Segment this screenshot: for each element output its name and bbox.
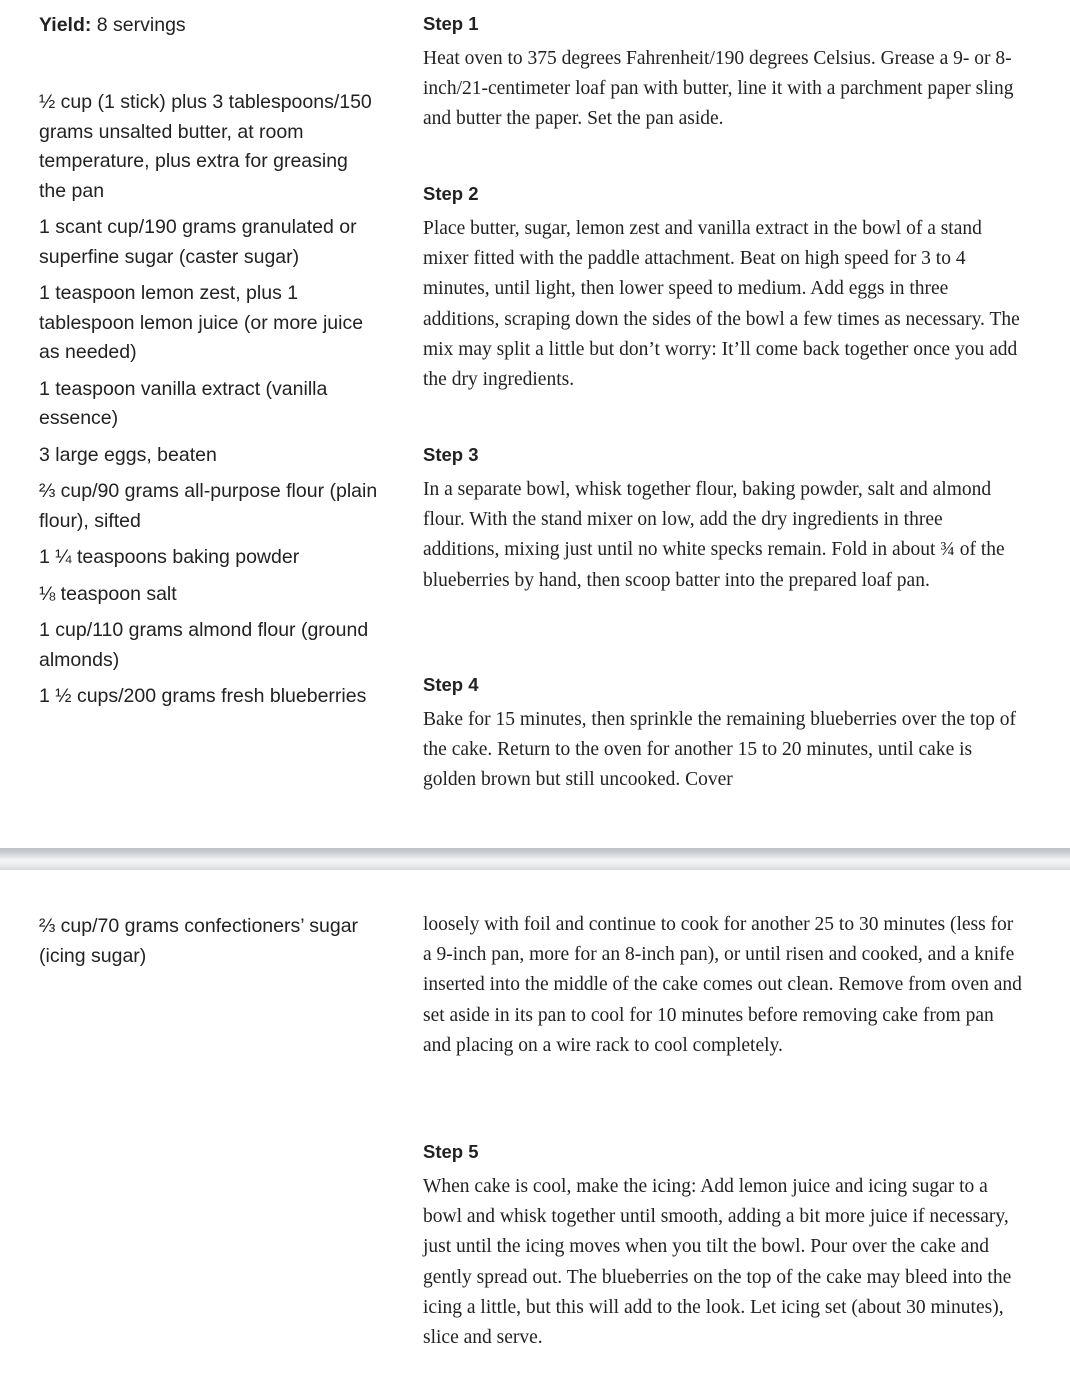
ingredient-item: ⅔ cup/70 grams confectioners’ sugar (icing sugar): [39, 915, 359, 967]
step-1: [423, 12, 1023, 135]
recipe-page-2: [0, 870, 1070, 1396]
step-text: When cake is cool, make the icing: Add lemon juice and icing sugar to a bowl and whisk together until smooth, adding a bit more juice if necessary, just until the icing moves when you tilt the bowl. Pour over the cake and gently spread out. The blueberries on the top of the cake may bleed into the icing a little, but this will add to the look. Let icing set (about 30 minutes), slice and serve.: [423, 1176, 1012, 1349]
step-4: [423, 673, 1023, 796]
step-title: Step 2: [423, 183, 479, 204]
page-divider: [0, 848, 1070, 870]
ingredient-item: 1 ¼ teaspoons baking powder: [39, 546, 300, 568]
ingredient-list: [39, 912, 379, 978]
step-text: Bake for 15 minutes, then sprinkle the remaining blueberries over the top of the cake. Return to the oven for another 15 to 20 minutes, until cake is golden brown but still uncooked. Cover: [423, 709, 1016, 791]
step-title: Step 4: [423, 674, 479, 695]
ingredient-item: 1 teaspoon lemon zest, plus 1 tablespoon lemon juice (or more juice as needed): [39, 282, 364, 363]
ingredient-item: ½ cup (1 stick) plus 3 tablespoons/150 grams unsalted butter, at room temperature, plus extra for greasing the pan: [39, 91, 372, 202]
step-5: [423, 1140, 1023, 1353]
step-text: In a separate bowl, whisk together flour, baking powder, salt and almond flour. With the stand mixer on low, add the dry ingredients in three additions, mixing just until no white specks remain. Fold in about ¾ of the blueberries by hand, then scoop batter into the prepared loaf pan.: [423, 479, 1005, 591]
yield: [39, 11, 186, 41]
ingredient-item: 1 ½ cups/200 grams fresh blueberries: [39, 685, 367, 707]
step-3: [423, 443, 1023, 596]
yield-value: 8 servings: [96, 14, 186, 36]
step-4-continued: [423, 910, 1023, 1061]
step-title: Step 3: [423, 444, 479, 465]
ingredient-list: [39, 88, 379, 719]
ingredient-item: 1 teaspoon vanilla extract (vanilla essence): [39, 377, 328, 429]
step-text: Heat oven to 375 degrees Fahrenheit/190 degrees Celsius. Grease a 9- or 8-inch/21-centimeter loaf pan with butter, line it with a parchment paper sling and butter the paper. Set the pan aside.: [423, 48, 1014, 130]
step-title: Step 5: [423, 1141, 479, 1162]
ingredient-item: ⅔ cup/90 grams all-purpose flour (plain flour), sifted: [39, 480, 378, 532]
ingredient-item: ⅛ teaspoon salt: [39, 582, 177, 605]
step-text: Place butter, sugar, lemon zest and vanilla extract in the bowl of a stand mixer fitted with the paddle attachment. Beat on high speed for 3 to 4 minutes, until light, then lower speed to medium. Add eggs in three additions, scraping down the sides of the bowl a few times as necessary. The mix may split a little but don’t worry: It’ll come back together once you add the dry ingredients.: [423, 218, 1020, 391]
ingredient-item: 3 large eggs, beaten: [39, 443, 217, 466]
ingredient-item: 1 cup/110 grams almond flour (ground almonds): [39, 619, 369, 671]
step-2: [423, 182, 1023, 395]
yield-label: Yield:: [39, 14, 92, 36]
step-title: Step 1: [423, 13, 479, 34]
ingredient-item: 1 scant cup/190 grams granulated or superfine sugar (caster sugar): [39, 216, 357, 268]
step-text: loosely with foil and continue to cook for another 25 to 30 minutes (less for a 9-inch pan, more for an 8-inch pan), or until risen and cooked, and a knife inserted into the middle of the cake comes out clean. Remove from oven and set aside in its pan to cool for 10 minutes before removing cake from pan and placing on a wire rack to cool completely.: [423, 914, 1022, 1056]
